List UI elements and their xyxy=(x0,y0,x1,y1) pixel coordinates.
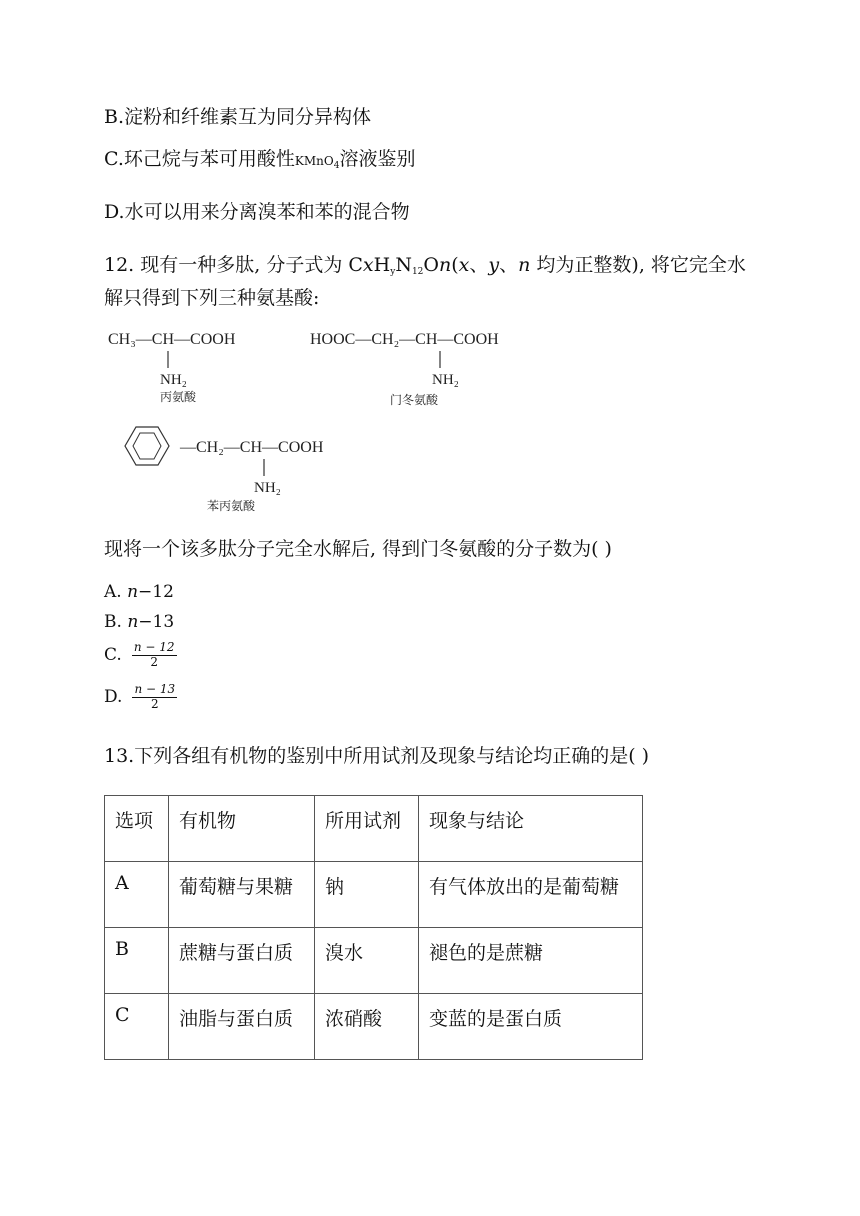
cell-option: B xyxy=(105,928,169,994)
q12-text: 12. 现有一种多肽, 分子式为 C xyxy=(104,254,363,276)
var-y: y xyxy=(488,254,500,276)
cell-result: 变蓝的是蛋白质 xyxy=(419,994,643,1060)
amino-acid-structures xyxy=(0,320,860,540)
formula-n-sub: 12 xyxy=(411,267,424,277)
choice-a xyxy=(104,582,174,602)
option-c-line xyxy=(104,148,415,172)
sep-1: 、 xyxy=(469,254,489,276)
alanine-formula: CH₃—CH—COOH xyxy=(108,331,236,348)
choice-d-fraction xyxy=(132,683,177,712)
q12-text-end: 均为正整数), 将它完全水 xyxy=(530,254,746,276)
sep-2: 、 xyxy=(499,254,519,276)
cell-organic: 蔗糖与蛋白质 xyxy=(169,928,315,994)
choice-d-label: D. xyxy=(104,686,123,707)
formula-o: O xyxy=(423,254,439,276)
formula-x: x xyxy=(362,254,374,276)
formula-n: N xyxy=(395,254,412,276)
aspartic-acid-formula: HOOC—CH₂—CH—COOH xyxy=(310,331,499,348)
var-x: x xyxy=(458,254,470,276)
cell-organic: 葡萄糖与果糖 xyxy=(169,862,315,928)
phenylalanine-nh2: NH₂ xyxy=(254,480,281,496)
choice-c-fraction xyxy=(132,641,177,670)
header-option: 选项 xyxy=(105,796,169,862)
cell-option: A xyxy=(105,862,169,928)
choice-d-numerator: n − 13 xyxy=(134,682,176,696)
cell-result: 有气体放出的是葡萄糖 xyxy=(419,862,643,928)
header-result: 现象与结论 xyxy=(419,796,643,862)
choice-d-denominator: 2 xyxy=(150,696,159,711)
kmno4-formula: KMnO xyxy=(294,154,334,168)
phenylalanine-formula: —CH₂—CH—COOH xyxy=(180,439,324,456)
choice-c-label: C. xyxy=(104,644,122,665)
cell-reagent: 浓硝酸 xyxy=(315,994,419,1060)
option-c-text-end: 溶液鉴别 xyxy=(339,148,416,170)
header-organic: 有机物 xyxy=(169,796,315,862)
formula-h-sub: y xyxy=(390,267,396,277)
q12-line-2: 解只得到下列三种氨基酸: xyxy=(104,287,320,309)
var-n: n xyxy=(518,254,531,276)
q13-question: 13.下列各组有机物的鉴别中所用试剂及现象与结论均正确的是( ) xyxy=(104,745,650,767)
header-reagent: 所用试剂 xyxy=(315,796,419,862)
cell-reagent: 溴水 xyxy=(315,928,419,994)
aspartic-acid-nh2: NH₂ xyxy=(432,372,459,388)
choice-b-rest: −13 xyxy=(138,612,175,632)
choice-c-denominator: 2 xyxy=(150,654,158,669)
q12-line-1 xyxy=(104,254,746,278)
choice-b xyxy=(104,612,174,632)
q13-table xyxy=(104,795,643,1060)
option-c-text: C.环己烷与苯可用酸性 xyxy=(104,148,295,170)
alanine-nh2: NH₂ xyxy=(160,372,187,388)
phenylalanine-name: 苯丙氨酸 xyxy=(207,499,256,513)
benzene-inner-ring xyxy=(133,433,161,459)
choice-b-label: B. xyxy=(104,612,128,632)
alanine-name: 丙氨酸 xyxy=(160,390,197,404)
choice-c xyxy=(104,641,177,670)
table-row xyxy=(105,862,643,928)
option-b-line: B.淀粉和纤维素互为同分异构体 xyxy=(104,106,372,128)
choice-c-numerator: n − 12 xyxy=(133,640,175,654)
table-header-row xyxy=(105,796,643,862)
aspartic-acid-name: 门冬氨酸 xyxy=(390,393,439,407)
table-row xyxy=(105,994,643,1060)
q12-question: 现将一个该多肽分子完全水解后, 得到门冬氨酸的分子数为( ) xyxy=(104,538,612,560)
choice-a-rest: −12 xyxy=(138,582,174,602)
option-d-line: D.水可以用来分离溴苯和苯的混合物 xyxy=(104,201,410,223)
table-row xyxy=(105,928,643,994)
formula-h: H xyxy=(373,254,391,276)
q12-paren: ( xyxy=(451,254,459,276)
cell-organic: 油脂与蛋白质 xyxy=(169,994,315,1060)
kmno4-subscript: 4 xyxy=(333,161,340,171)
choice-d xyxy=(104,683,177,712)
choice-b-var: n xyxy=(127,612,139,632)
cell-reagent: 钠 xyxy=(315,862,419,928)
formula-n-var: n xyxy=(438,254,452,276)
cell-option: C xyxy=(105,994,169,1060)
choice-a-label: A. xyxy=(104,582,128,602)
choice-a-var: n xyxy=(127,582,139,602)
cell-result: 褪色的是蔗糖 xyxy=(419,928,643,994)
